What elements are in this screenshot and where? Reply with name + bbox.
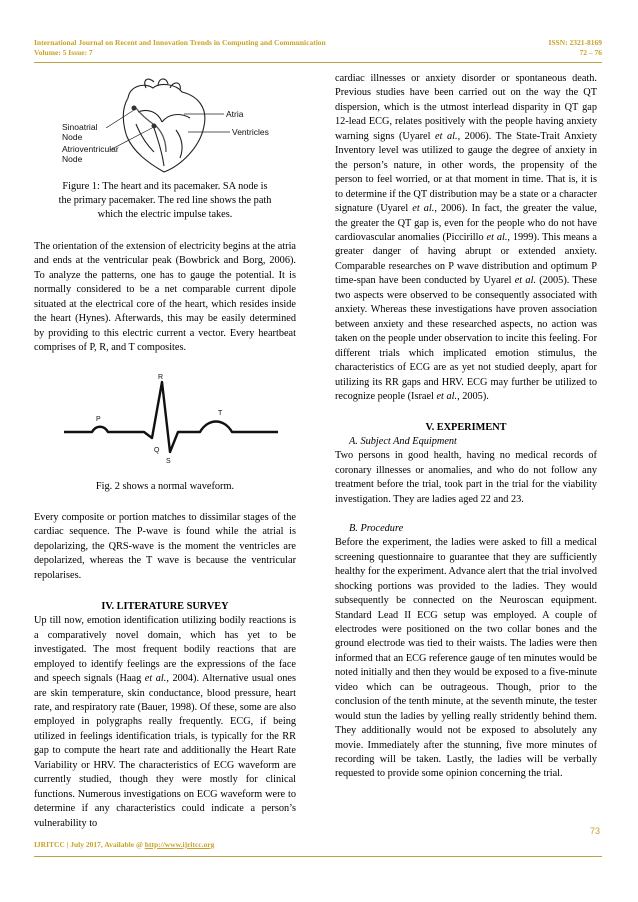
ecg-waveform [60, 370, 282, 470]
ecg-label-p: P [96, 416, 101, 423]
label-sa-node-2: Node [62, 132, 83, 142]
figure1-caption-line1: Figure 1: The heart and its pacemaker. SA node is [62, 181, 268, 192]
left-column-lower [34, 480, 296, 831]
label-ventricles: Ventricles [232, 127, 269, 137]
page-range: 72 – 76 [579, 48, 602, 57]
ecg-label-s: S [166, 458, 171, 465]
journal-title: International Journal on Recent and Innovation Trends in Computing and Communication [34, 38, 326, 47]
av-node-marker [152, 124, 157, 129]
footer-citation: IJRITCC | July 2017, Available @ http://www.ijritcc.org [34, 840, 215, 849]
subsection-procedure: B. Procedure [349, 523, 404, 535]
para-composites: Every composite or portion matches to dissimilar stages of the cardiac sequence. The P-wave is found while the atrial is depolarizing, the QRS-wave is the moment the ventricles are depolarized, whereas the T wave is because the ventricular repolarises. [34, 512, 296, 581]
figure1-caption [34, 180, 296, 222]
left-column-upper [34, 180, 296, 356]
footer-rule [34, 856, 602, 857]
figure1-caption-line2: the primary pacemaker. The red line shows the path [58, 195, 272, 206]
section-experiment: V. EXPERIMENT [425, 422, 507, 434]
label-atria: Atria [226, 109, 244, 119]
figure1-caption-line3: which the electric impulse takes. [97, 209, 233, 220]
sa-node-marker [132, 106, 137, 111]
journal-link[interactable]: http://www.ijritcc.org [144, 840, 215, 849]
label-sa-node-1: Sinoatrial [62, 122, 98, 132]
para-subjects: Two persons in good health, having no medical records of coronary illnesses or anomalies, and who do not follow any treatment before the trial, took part in the trial for the viability investigation. They are ladies aged 22 and 23. [335, 450, 597, 505]
issn: ISSN: 2321-8169 [548, 38, 602, 47]
page-number: 73 [589, 826, 600, 836]
para-procedure: Before the experiment, the ladies were asked to fill a medical screening questionnaire to guarantee that they are sufficiently healthy for the experiment. Advance alert that the trial involved shocking portions was provided to the ladies. They would subsequently be connected on the Neuroscan equipment. Standard Lead II ECG setup was employed. A couple of electrodes were positioned on the two collar bones and the ground electrode was tied to their waists. The ladies were then informed that an ECG reference gauge of ten minutes would be noted initially and then they would be exposed to a five-minute video which can be outrageous. Though, prior to the conclusion of the tenth minute, at the seventh minute, the tester would stun the ladies by yelling really stridently behind them. They additionally would not be exposed to absolutely any movie. Immediately after the stunning, five more minutes of recording will be taken. Lastly, the ladies will be verbally requested to provide some opinion concerning the trial. [335, 537, 597, 780]
para-literature: Up till now, emotion identification utilizing bodily reactions is a comparatively novel domain, which has yet to be investigated. The most frequent bodily reactions that are employed to identify feelings are the expressions of the face and speech signals (Haag et al., 2004). Alternative usual ones are skin temperature, skin conductance, blood pressure, heart rate, and respiratory rate (Bauer, 1998). Of these, some are also employed in polygraphs really frequently. ECG, if being utilized in feelings identification trials, is typically for the RR gap to compute the heart rate and additionally the Heart Rate Variability or HRV. The characteristics of ECG waveform are currently studied, though they were mostly for clinical functions. Numerous investigations on ECG waveform were to determine if any characteristics could indicate a person’s vulnerability to [34, 615, 297, 829]
ecg-label-r: R [158, 374, 164, 381]
right-column [335, 72, 597, 782]
impulse-path [136, 108, 166, 152]
label-av-node-1: Atrioventricular [62, 144, 119, 154]
para-qt-dispersion: cardiac illnesses or anxiety disorder or spontaneous death. Previous studies have been carried out on the way the QT dispersion, which is the utmost interlead disparity in QT gap 12-lead ECG, relates positively with the people having anxiety warning signs (Uyarel et al., 2006). The State-Trait Anxiety Inventory level was utilized to gauge the degree of anxiety in the person’s nature, in other words, the propensity of the person to feel worried, or at that moment in time. That is, it is to determine if the QT distribution may be a state or a character signature (Uyarel et al., 2006). In fact, the greater the value, the greater the QT gap is, even for the people who do not have cardiovascular anomalies (Piccirillo et al., 1999). This means a greater danger of having abrupt or extended anxiety. Comparable researches on P wave distribution and optimum P time-span have been conducted by Uyarel et al. (2005). These two aspects were observed to be consequently associated with anxiety. Whereas these investigations have proven association between anxiety and these researched aspects, no action was taken on the people under observation to incite this feeling. For different trials which implicated emotion stimulus, the characteristics of ECG are as yet not studied deeply, apart for utilizing its RR gaps and HRV. ECG may further be utilized to recognize people (Israel et al., 2005). [335, 73, 597, 402]
label-av-node-2: Node [62, 154, 83, 164]
subsection-subject-equipment: A. Subject And Equipment [349, 436, 457, 448]
ecg-label-q: Q [154, 447, 160, 454]
header-rule [34, 62, 602, 63]
ecg-label-t: T [218, 410, 223, 417]
heart-outline [123, 85, 205, 172]
issn-header [548, 38, 602, 58]
heart-diagram [58, 78, 278, 176]
para-electric-orientation: The orientation of the extension of electricity begins at the atria and ends at the ventricular peak (Bowbrick and Borg, 2006). To analyze the patterns, one has to gauge the potential. It is normally considered to be a net comparable current dipole situated at the electrical core of the heart, which resides inside the heart (Hynes). Afterwards, this may be easily determined by providing to this electric current a vector. Every heartbeat comprises of P, R, and T composites. [34, 241, 296, 354]
figure2-caption: Fig. 2 shows a normal waveform. [95, 481, 235, 492]
section-literature-survey: IV. LITERATURE SURVEY [101, 601, 229, 613]
journal-header [34, 38, 326, 58]
journal-volume: Volume: 5 Issue: 7 [34, 48, 93, 57]
